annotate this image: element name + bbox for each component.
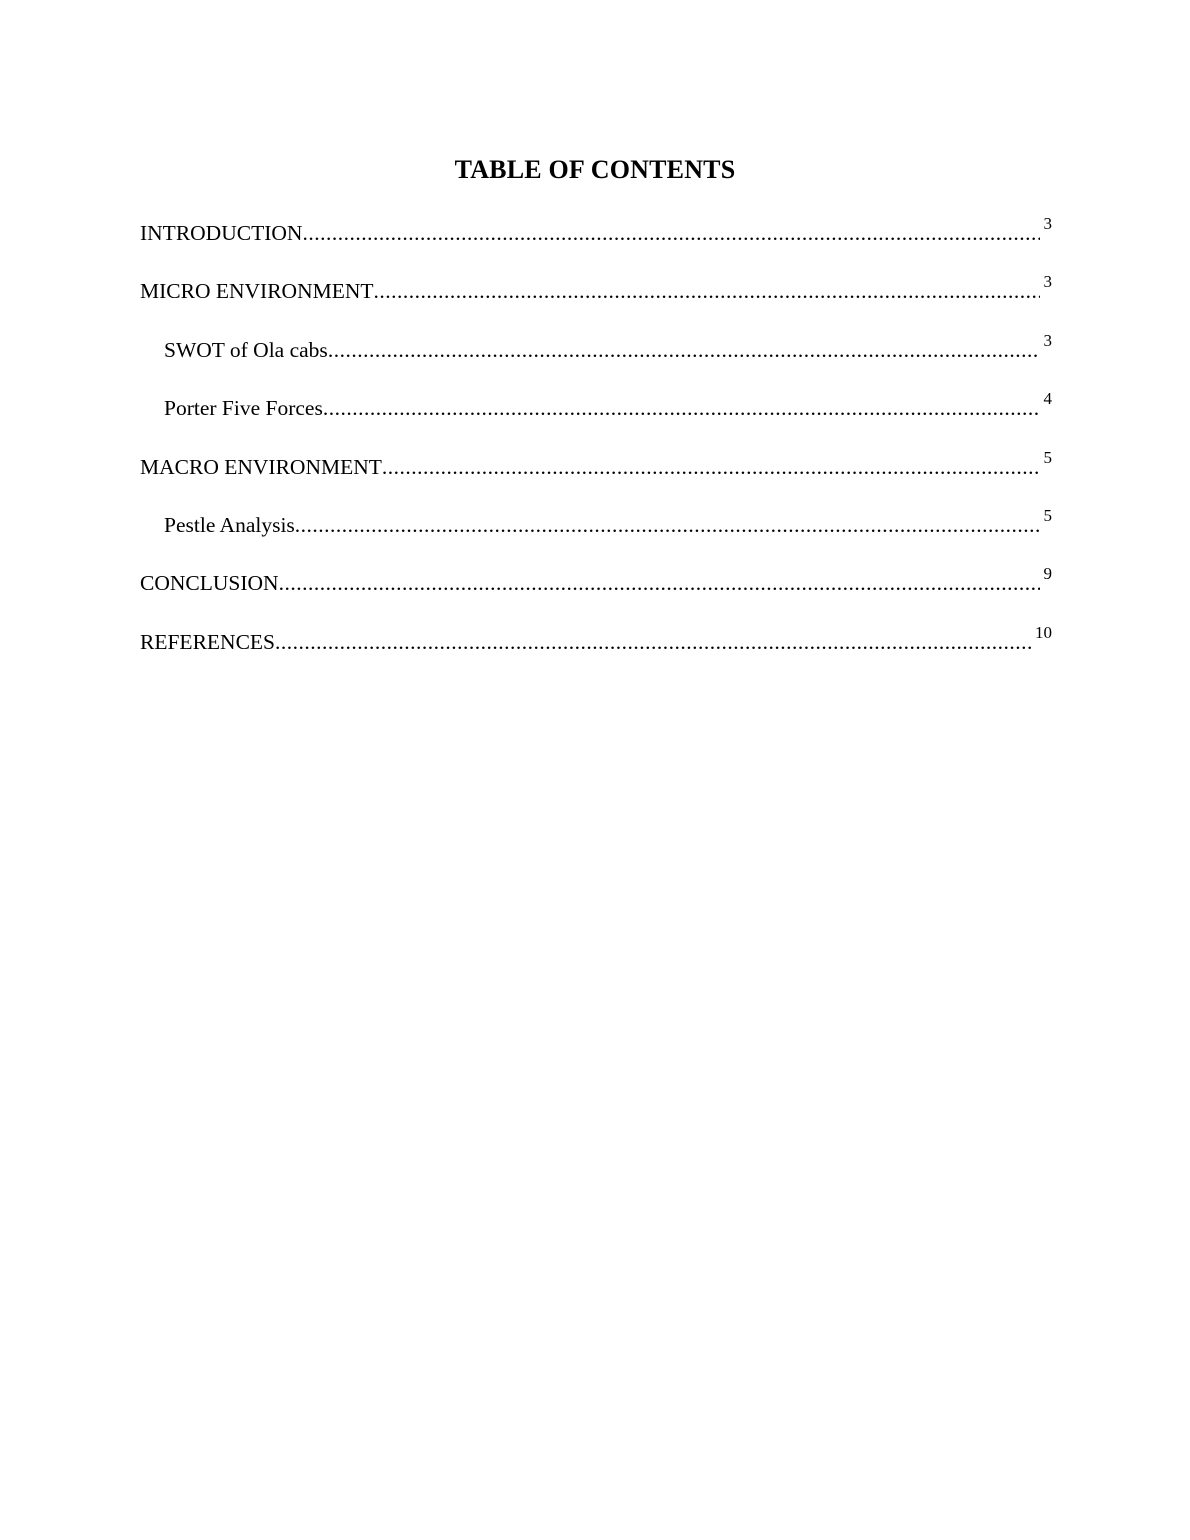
toc-entry-micro-environment[interactable] bbox=[140, 272, 1052, 330]
toc-page-number: 5 bbox=[1043, 447, 1052, 467]
toc-entry-porter-five-forces[interactable] bbox=[140, 389, 1052, 447]
toc-row bbox=[140, 276, 1040, 306]
toc-entry-macro-environment[interactable] bbox=[140, 448, 1052, 506]
toc-dot-leader bbox=[275, 627, 1031, 657]
toc-dot-leader bbox=[328, 335, 1040, 365]
toc-row bbox=[164, 393, 1040, 423]
toc-dot-leader bbox=[279, 568, 1040, 598]
toc-entry-references[interactable] bbox=[140, 623, 1052, 681]
toc-row bbox=[140, 568, 1040, 598]
toc-row bbox=[140, 627, 1031, 657]
toc-entry-text: INTRODUCTION bbox=[140, 221, 303, 245]
toc-dot-leader bbox=[295, 510, 1040, 540]
toc-page-number: 3 bbox=[1043, 330, 1052, 350]
toc-entry-text: MACRO ENVIRONMENT bbox=[140, 454, 382, 479]
toc-entry-introduction[interactable] bbox=[140, 214, 1052, 272]
toc-row bbox=[164, 335, 1040, 365]
toc-entry-text: SWOT of Ola cabs bbox=[164, 337, 328, 362]
toc-entry-text: Porter Five Forces bbox=[164, 396, 323, 421]
toc-entry-swot[interactable] bbox=[140, 331, 1052, 389]
toc-entry-conclusion[interactable] bbox=[140, 564, 1052, 622]
toc-page-number: 9 bbox=[1043, 564, 1052, 584]
toc-entry-text: MICRO ENVIRONMENT bbox=[140, 279, 374, 304]
toc-list bbox=[140, 214, 1052, 681]
toc-dot-leader bbox=[323, 393, 1040, 423]
toc-row bbox=[140, 218, 1040, 248]
toc-dot-leader bbox=[374, 276, 1040, 306]
toc-page-number: 4 bbox=[1043, 389, 1052, 409]
toc-row bbox=[140, 452, 1040, 482]
toc-entry-text: CONCLUSION bbox=[140, 571, 279, 596]
toc-row bbox=[164, 510, 1040, 540]
toc-dot-leader bbox=[302, 218, 1040, 248]
toc-page-number: 3 bbox=[1043, 272, 1052, 292]
toc-page-number: 3 bbox=[1043, 214, 1052, 233]
toc-dot-leader bbox=[382, 452, 1040, 482]
toc-entry-text: Pestle Analysis bbox=[164, 512, 295, 537]
toc-page-number: 10 bbox=[1035, 622, 1052, 642]
toc-entry-pestle-analysis[interactable] bbox=[140, 506, 1052, 564]
toc-title: TABLE OF CONTENTS bbox=[454, 155, 736, 184]
toc-entry-text: REFERENCES bbox=[140, 629, 275, 654]
toc-page-number: 5 bbox=[1043, 505, 1052, 525]
